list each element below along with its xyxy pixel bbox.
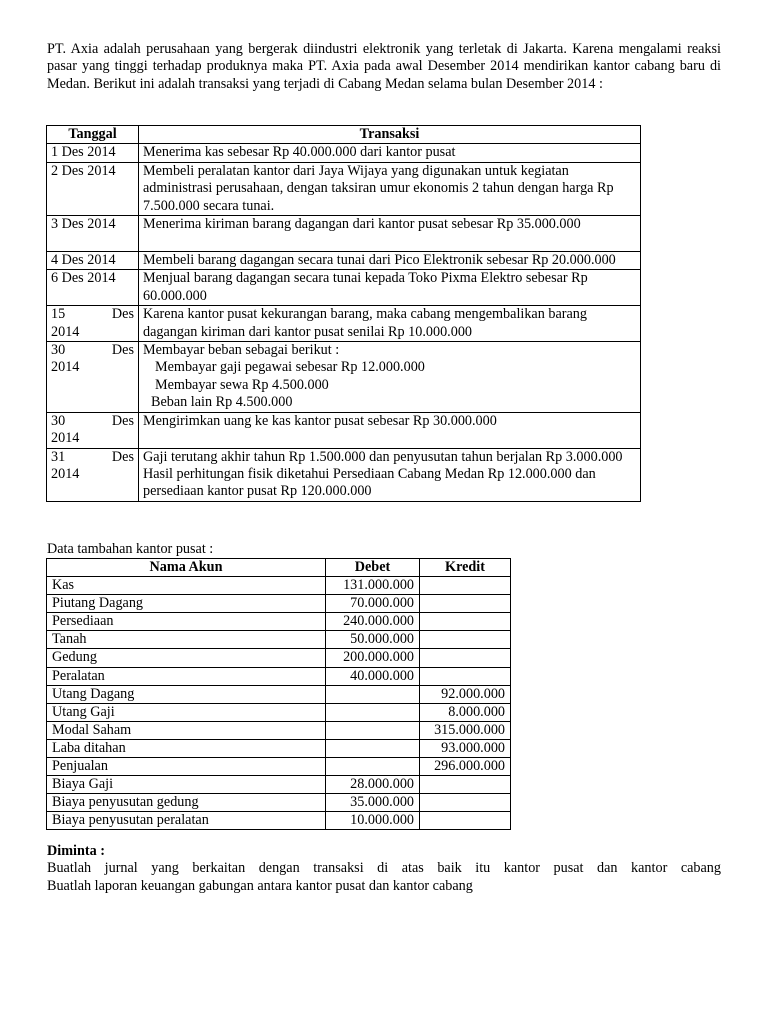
debet-cell: 70.000.000 [326, 595, 420, 613]
accounts-body [47, 577, 511, 830]
debet-cell [326, 758, 420, 776]
account-name-cell: Penjualan [47, 758, 326, 776]
table-row [47, 758, 511, 776]
accounts-table [46, 558, 511, 830]
table-row [47, 306, 641, 342]
diminta-section [47, 843, 721, 895]
date-cell: 4 Des 2014 [47, 252, 139, 270]
date-cell: 2 Des 2014 [47, 162, 139, 215]
debet-cell: 35.000.000 [326, 794, 420, 812]
account-name-cell: Peralatan [47, 667, 326, 685]
account-name-cell: Biaya penyusutan gedung [47, 794, 326, 812]
account-name-cell: Utang Gaji [47, 703, 326, 721]
date-cell [47, 306, 139, 342]
date-cell: 6 Des 2014 [47, 270, 139, 306]
debet-cell: 50.000.000 [326, 631, 420, 649]
date-year: 2014 [51, 465, 80, 482]
kredit-cell [420, 649, 511, 667]
debet-cell: 28.000.000 [326, 776, 420, 794]
table-row [47, 631, 511, 649]
debet-cell [326, 721, 420, 739]
account-name-cell: Tanah [47, 631, 326, 649]
debet-cell: 240.000.000 [326, 613, 420, 631]
transaction-cell [139, 162, 641, 215]
kredit-cell [420, 613, 511, 631]
kredit-cell: 92.000.000 [420, 685, 511, 703]
account-name-cell: Persediaan [47, 613, 326, 631]
date-day: 30 [51, 342, 66, 359]
col-header-transaksi: Transaksi [139, 126, 641, 144]
date-year: 2014 [51, 430, 80, 447]
transaction-cell [139, 412, 641, 448]
table-row [47, 794, 511, 812]
debet-cell [326, 703, 420, 721]
table-row [47, 270, 641, 306]
transaction-line: Menerima kiriman barang dagangan dari kantor pusat sebesar Rp 35.000.000 [143, 216, 581, 233]
account-name-cell: Utang Dagang [47, 685, 326, 703]
debet-cell: 200.000.000 [326, 649, 420, 667]
accounts-header-row [47, 559, 511, 577]
intro-paragraph: PT. Axia adalah perusahaan yang bergerak diindustri elektronik yang terletak di Jakarta. Karena mengalami reaksi pasar yang tinggi terhadap produknya maka PT. Axia pada awal Desember 2014 mendirikan kantor cabang baru di Medan. Berikut ini adalah transaksi yang terjadi di Cabang Medan selama bulan Desember 2014 : [47, 41, 721, 92]
diminta-heading: Diminta : [47, 843, 105, 859]
kredit-cell [420, 776, 511, 794]
date-cell: 3 Des 2014 [47, 216, 139, 252]
kredit-cell: 315.000.000 [420, 721, 511, 739]
transaction-line: Hasil perhitungan fisik diketahui Persediaan Cabang Medan Rp 12.000.000 dan persediaan kantor pusat Rp 120.000.000 [143, 465, 596, 500]
date-month: Des [111, 448, 134, 465]
date-year: 2014 [51, 359, 80, 376]
transaction-cell [139, 342, 641, 413]
date-cell [47, 448, 139, 501]
table-row [47, 252, 641, 270]
kredit-cell [420, 667, 511, 685]
table-row [47, 144, 641, 162]
table-row [47, 613, 511, 631]
table-row [47, 703, 511, 721]
kredit-cell: 93.000.000 [420, 739, 511, 757]
transaction-line: Membeli peralatan kantor dari Jaya Wijaya yang digunakan untuk kegiatan administrasi perusahaan, dengan taksiran umur ekonomis 2 tahun dengan harga Rp 7.500.000 secara tunai. [143, 162, 614, 214]
transaction-line: Mengirimkan uang ke kas kantor pusat sebesar Rp 30.000.000 [143, 412, 497, 429]
debet-cell [326, 685, 420, 703]
transactions-header-row [47, 126, 641, 144]
table-row [47, 595, 511, 613]
diminta-line: Buatlah jurnal yang berkaitan dengan transaksi di atas baik itu kantor pusat dan kantor cabang [47, 860, 721, 877]
table-row [47, 667, 511, 685]
date-month: Des [111, 306, 134, 323]
table-row [47, 685, 511, 703]
table-row [47, 162, 641, 215]
transaction-cell [139, 252, 641, 270]
account-name-cell: Biaya Gaji [47, 776, 326, 794]
transaction-cell [139, 270, 641, 306]
date-cell [47, 342, 139, 413]
transaction-line: Gaji terutang akhir tahun Rp 1.500.000 dan penyusutan tahun berjalan Rp 3.000.000 [143, 448, 623, 465]
kredit-cell: 8.000.000 [420, 703, 511, 721]
date-month: Des [111, 412, 134, 429]
transactions-table [46, 125, 641, 502]
kredit-cell: 296.000.000 [420, 758, 511, 776]
account-name-cell: Gedung [47, 649, 326, 667]
table-row [47, 577, 511, 595]
kredit-cell [420, 794, 511, 812]
kredit-cell [420, 577, 511, 595]
kredit-cell [420, 812, 511, 830]
date-year: 2014 [51, 323, 80, 340]
transaction-line: Menjual barang dagangan secara tunai kepada Toko Pixma Elektro sebesar Rp 60.000.000 [143, 270, 588, 304]
date-month: Des [111, 342, 134, 359]
account-name-cell: Kas [47, 577, 326, 595]
col-header-tanggal: Tanggal [47, 126, 139, 144]
transaction-line: Beban lain Rp 4.500.000 [151, 394, 293, 411]
transaction-line: Membayar beban sebagai berikut : [143, 342, 340, 359]
kredit-cell [420, 595, 511, 613]
table-row [47, 649, 511, 667]
transaction-line: Membayar gaji pegawai sebesar Rp 12.000.000 [155, 359, 425, 376]
debet-cell: 10.000.000 [326, 812, 420, 830]
col-header-kredit: Kredit [420, 559, 511, 577]
date-day: 31 [51, 448, 66, 465]
table-row [47, 216, 641, 252]
col-header-nama-akun: Nama Akun [47, 559, 326, 577]
account-name-cell: Piutang Dagang [47, 595, 326, 613]
account-name-cell: Laba ditahan [47, 739, 326, 757]
table-row [47, 412, 641, 448]
transaction-line: Karena kantor pusat kekurangan barang, maka cabang mengembalikan barang dagangan kiriman dari kantor pusat senilai Rp 10.000.000 [143, 306, 587, 340]
extra-data-label: Data tambahan kantor pusat : [47, 541, 214, 557]
col-header-debet: Debet [326, 559, 420, 577]
diminta-line: Buatlah laporan keuangan gabungan antara kantor pusat dan kantor cabang [47, 877, 473, 894]
table-row [47, 721, 511, 739]
debet-cell [326, 739, 420, 757]
debet-cell: 40.000.000 [326, 667, 420, 685]
table-row [47, 812, 511, 830]
table-row [47, 448, 641, 501]
date-day: 30 [51, 412, 66, 429]
transaction-cell [139, 306, 641, 342]
transaction-cell [139, 216, 641, 252]
date-cell [47, 412, 139, 448]
account-name-cell: Modal Saham [47, 721, 326, 739]
table-row [47, 776, 511, 794]
date-day: 15 [51, 306, 66, 323]
table-row [47, 342, 641, 413]
date-cell: 1 Des 2014 [47, 144, 139, 162]
kredit-cell [420, 631, 511, 649]
account-name-cell: Biaya penyusutan peralatan [47, 812, 326, 830]
transaction-cell [139, 144, 641, 162]
transaction-line: Membayar sewa Rp 4.500.000 [155, 376, 329, 393]
debet-cell: 131.000.000 [326, 577, 420, 595]
transaction-line: Menerima kas sebesar Rp 40.000.000 dari kantor pusat [143, 144, 456, 161]
transaction-line: Membeli barang dagangan secara tunai dari Pico Elektronik sebesar Rp 20.000.000 [143, 252, 616, 269]
table-row [47, 739, 511, 757]
transaction-cell [139, 448, 641, 501]
